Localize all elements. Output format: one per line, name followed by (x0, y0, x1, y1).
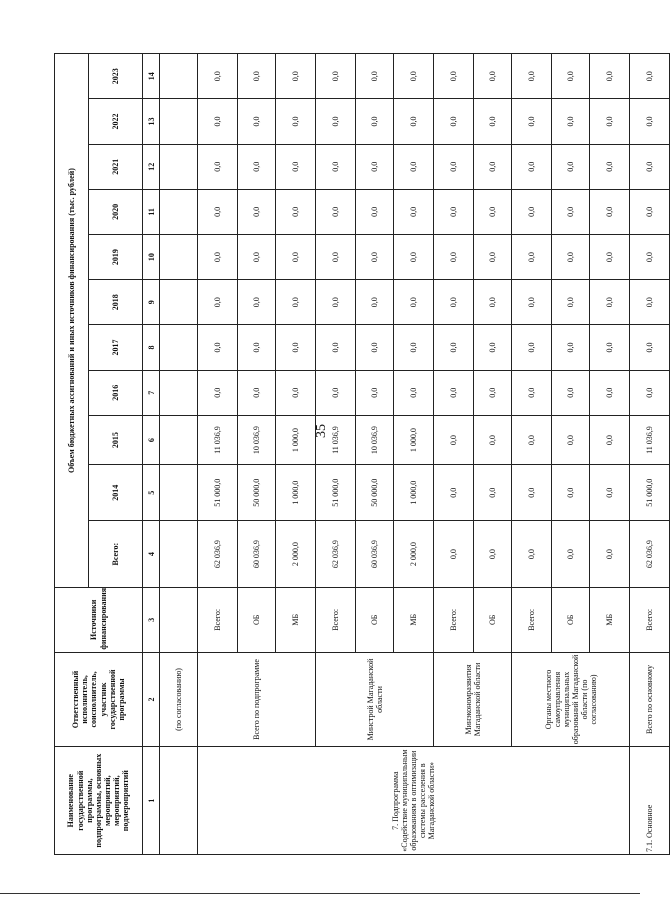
column-number: 2 (143, 652, 160, 747)
value-cell: 0,0 (394, 280, 434, 325)
value-cell: 11 036,9 (316, 415, 356, 465)
value-cell: 0,0 (590, 54, 630, 99)
value-cell: 0,0 (316, 144, 356, 189)
table-row (198, 54, 238, 855)
value-cell: 60 036,9 (356, 521, 394, 588)
value-cell: 0,0 (630, 54, 670, 99)
value-cell: 0,0 (198, 370, 238, 415)
value-cell: 0,0 (276, 280, 316, 325)
header-year: 2020 (89, 189, 143, 234)
table-body (143, 54, 670, 855)
value-cell: 0,0 (316, 99, 356, 144)
value-cell: 0,0 (198, 325, 238, 370)
value-cell: 0,0 (276, 234, 316, 279)
financing-table (54, 53, 670, 855)
value-cell: 1 000,0 (276, 415, 316, 465)
value-cell (160, 465, 198, 521)
table-row (512, 54, 552, 855)
value-cell: 0,0 (474, 370, 512, 415)
executor-cell: Всего по подпрограмме (198, 652, 316, 747)
value-cell: 0,0 (590, 189, 630, 234)
value-cell: 0,0 (198, 54, 238, 99)
value-cell: 50 000,0 (356, 465, 394, 521)
value-cell: 0,0 (276, 54, 316, 99)
source-cell: Всего: (630, 588, 670, 653)
value-cell: 0,0 (276, 370, 316, 415)
value-cell: 0,0 (238, 189, 276, 234)
value-cell (160, 280, 198, 325)
source-cell (160, 588, 198, 653)
column-number: 4 (143, 521, 160, 588)
value-cell: 0,0 (474, 521, 512, 588)
column-number: 3 (143, 588, 160, 653)
value-cell: 0,0 (630, 99, 670, 144)
value-cell: 0,0 (356, 280, 394, 325)
header-year: 2019 (89, 234, 143, 279)
table-row (316, 54, 356, 855)
value-cell: 0,0 (474, 189, 512, 234)
source-cell: ОБ (552, 588, 590, 653)
program-name-cell: 7. Подпрограмма «Содействие муниципальным образованиям в оптимизации системы расселения в Магаданской области» (198, 747, 630, 855)
value-cell: 2 000,0 (394, 521, 434, 588)
header-year: 2021 (89, 144, 143, 189)
value-cell: 0,0 (198, 280, 238, 325)
value-cell: 0,0 (590, 370, 630, 415)
value-cell: 0,0 (394, 99, 434, 144)
value-cell: 0,0 (434, 521, 474, 588)
value-cell: 1 000,0 (276, 465, 316, 521)
value-cell: 0,0 (512, 189, 552, 234)
value-cell: 0,0 (512, 415, 552, 465)
value-cell: 0,0 (552, 521, 590, 588)
value-cell: 0,0 (474, 280, 512, 325)
value-cell: 0,0 (474, 99, 512, 144)
value-cell: 0,0 (512, 280, 552, 325)
value-cell: 0,0 (238, 54, 276, 99)
value-cell: 0,0 (590, 144, 630, 189)
source-cell: ОБ (238, 588, 276, 653)
value-cell: 0,0 (356, 370, 394, 415)
executor-cell: Минэкономразвития Магаданской области (434, 652, 512, 747)
value-cell: 0,0 (474, 144, 512, 189)
table-row (434, 54, 474, 855)
table-row (160, 54, 198, 855)
page-number: 35 (314, 424, 329, 438)
value-cell: 0,0 (434, 465, 474, 521)
value-cell (160, 54, 198, 99)
value-cell: 62 036,9 (198, 521, 238, 588)
program-name-cell (160, 747, 198, 855)
value-cell: 0,0 (394, 144, 434, 189)
value-cell: 0,0 (590, 99, 630, 144)
source-cell: МБ (394, 588, 434, 653)
value-cell: 0,0 (316, 325, 356, 370)
value-cell: 51 000,0 (198, 465, 238, 521)
column-number: 13 (143, 99, 160, 144)
value-cell: 0,0 (198, 144, 238, 189)
value-cell: 0,0 (474, 325, 512, 370)
column-number-row (143, 54, 160, 855)
value-cell: 0,0 (512, 370, 552, 415)
header-executor: Ответственный исполнитель, соисполнитель, участник государственной программы (55, 652, 143, 747)
column-number: 6 (143, 415, 160, 465)
value-cell: 0,0 (434, 370, 474, 415)
value-cell: 0,0 (276, 144, 316, 189)
source-cell: Всего: (198, 588, 238, 653)
header-year: 2023 (89, 54, 143, 99)
header-year: 2016 (89, 370, 143, 415)
value-cell (160, 415, 198, 465)
value-cell: 0,0 (552, 99, 590, 144)
value-cell: 0,0 (552, 280, 590, 325)
value-cell: 51 000,0 (316, 465, 356, 521)
source-cell: ОБ (356, 588, 394, 653)
column-number: 14 (143, 54, 160, 99)
value-cell: 0,0 (356, 99, 394, 144)
value-cell: 0,0 (512, 234, 552, 279)
value-cell (160, 370, 198, 415)
value-cell (160, 144, 198, 189)
source-cell: Всего: (316, 588, 356, 653)
value-cell: 0,0 (590, 234, 630, 279)
column-number: 7 (143, 370, 160, 415)
value-cell (160, 521, 198, 588)
value-cell: 0,0 (434, 54, 474, 99)
value-cell: 51 000,0 (630, 465, 670, 521)
value-cell: 0,0 (434, 325, 474, 370)
executor-cell: Всего по основному (630, 652, 670, 747)
value-cell: 0,0 (316, 234, 356, 279)
column-number: 10 (143, 234, 160, 279)
value-cell: 2 000,0 (276, 521, 316, 588)
value-cell: 0,0 (198, 189, 238, 234)
value-cell: 0,0 (198, 234, 238, 279)
value-cell: 0,0 (630, 234, 670, 279)
value-cell: 0,0 (512, 144, 552, 189)
value-cell: 62 036,9 (630, 521, 670, 588)
value-cell: 0,0 (316, 54, 356, 99)
value-cell: 0,0 (512, 465, 552, 521)
header-year: 2017 (89, 325, 143, 370)
value-cell: 0,0 (630, 325, 670, 370)
header-budget-volume: Объем бюджетных ассигнований и иных источников финансирования (тыс. рублей) (55, 54, 89, 588)
source-cell: Всего: (434, 588, 474, 653)
header-year: 2022 (89, 99, 143, 144)
value-cell: 0,0 (394, 234, 434, 279)
value-cell: 0,0 (590, 521, 630, 588)
source-cell: МБ (590, 588, 630, 653)
value-cell: 0,0 (356, 54, 394, 99)
column-number: 8 (143, 325, 160, 370)
value-cell: 0,0 (238, 234, 276, 279)
source-cell: МБ (276, 588, 316, 653)
value-cell: 0,0 (552, 144, 590, 189)
value-cell: 0,0 (590, 415, 630, 465)
executor-cell: Органы местного самоуправления муниципальных образований Магаданской области (по согласованию) (512, 652, 630, 747)
value-cell: 0,0 (630, 144, 670, 189)
value-cell: 0,0 (394, 54, 434, 99)
value-cell: 0,0 (356, 144, 394, 189)
source-cell: ОБ (474, 588, 512, 653)
value-cell (160, 189, 198, 234)
value-cell: 0,0 (276, 325, 316, 370)
value-cell: 0,0 (590, 465, 630, 521)
header-total: Всего: (89, 521, 143, 588)
value-cell: 0,0 (552, 465, 590, 521)
value-cell: 0,0 (316, 370, 356, 415)
value-cell: 50 000,0 (238, 465, 276, 521)
header-year: 2018 (89, 280, 143, 325)
value-cell: 0,0 (316, 189, 356, 234)
value-cell: 0,0 (474, 234, 512, 279)
value-cell: 0,0 (512, 325, 552, 370)
value-cell: 0,0 (434, 99, 474, 144)
column-number: 12 (143, 144, 160, 189)
value-cell: 0,0 (590, 280, 630, 325)
column-number: 5 (143, 465, 160, 521)
value-cell (160, 325, 198, 370)
value-cell: 0,0 (316, 280, 356, 325)
value-cell: 0,0 (552, 54, 590, 99)
column-number: 1 (143, 747, 160, 855)
value-cell: 0,0 (552, 370, 590, 415)
header-program-name: Наименование государственной программы, подпрограммы, основных мероприятий, мероприятий, подмероприятий (55, 747, 143, 855)
value-cell: 0,0 (434, 415, 474, 465)
value-cell: 1 000,0 (394, 415, 434, 465)
column-number: 11 (143, 189, 160, 234)
value-cell: 0,0 (238, 280, 276, 325)
value-cell: 0,0 (198, 99, 238, 144)
value-cell: 10 036,9 (238, 415, 276, 465)
rotated-table-wrapper (54, 53, 654, 855)
value-cell: 0,0 (356, 189, 394, 234)
value-cell: 0,0 (630, 189, 670, 234)
value-cell: 0,0 (276, 189, 316, 234)
source-cell: Всего: (512, 588, 552, 653)
value-cell: 0,0 (394, 189, 434, 234)
value-cell: 0,0 (552, 234, 590, 279)
value-cell: 0,0 (474, 465, 512, 521)
value-cell: 11 036,9 (630, 415, 670, 465)
value-cell: 0,0 (238, 144, 276, 189)
header-row-group (55, 54, 89, 855)
value-cell: 0,0 (434, 280, 474, 325)
value-cell: 62 036,9 (316, 521, 356, 588)
value-cell: 0,0 (552, 415, 590, 465)
executor-cell: (по согласованию) (160, 652, 198, 747)
value-cell: 0,0 (394, 370, 434, 415)
executor-cell: Минстрой Магаданской области (316, 652, 434, 747)
value-cell: 0,0 (238, 325, 276, 370)
value-cell: 0,0 (474, 415, 512, 465)
value-cell: 0,0 (552, 189, 590, 234)
value-cell: 0,0 (356, 234, 394, 279)
value-cell: 0,0 (434, 189, 474, 234)
program-name-cell: 7.1. Основное (630, 747, 670, 855)
header-year: 2014 (89, 465, 143, 521)
value-cell: 0,0 (394, 325, 434, 370)
value-cell: 0,0 (552, 325, 590, 370)
value-cell: 11 036,9 (198, 415, 238, 465)
value-cell: 0,0 (276, 99, 316, 144)
value-cell: 0,0 (512, 521, 552, 588)
value-cell (160, 99, 198, 144)
value-cell: 0,0 (238, 370, 276, 415)
value-cell: 0,0 (512, 54, 552, 99)
value-cell: 0,0 (630, 370, 670, 415)
value-cell: 0,0 (356, 325, 394, 370)
header-year: 2015 (89, 415, 143, 465)
bottom-rule (0, 893, 640, 894)
value-cell (160, 234, 198, 279)
value-cell: 0,0 (512, 99, 552, 144)
value-cell: 1 000,0 (394, 465, 434, 521)
value-cell: 60 036,9 (238, 521, 276, 588)
value-cell: 0,0 (238, 99, 276, 144)
value-cell: 0,0 (434, 144, 474, 189)
value-cell: 0,0 (474, 54, 512, 99)
value-cell: 0,0 (434, 234, 474, 279)
value-cell: 0,0 (590, 325, 630, 370)
header-funding-source: Источники финансирования (55, 588, 143, 653)
column-number: 9 (143, 280, 160, 325)
value-cell: 0,0 (630, 280, 670, 325)
value-cell: 10 036,9 (356, 415, 394, 465)
table-row (630, 54, 670, 855)
